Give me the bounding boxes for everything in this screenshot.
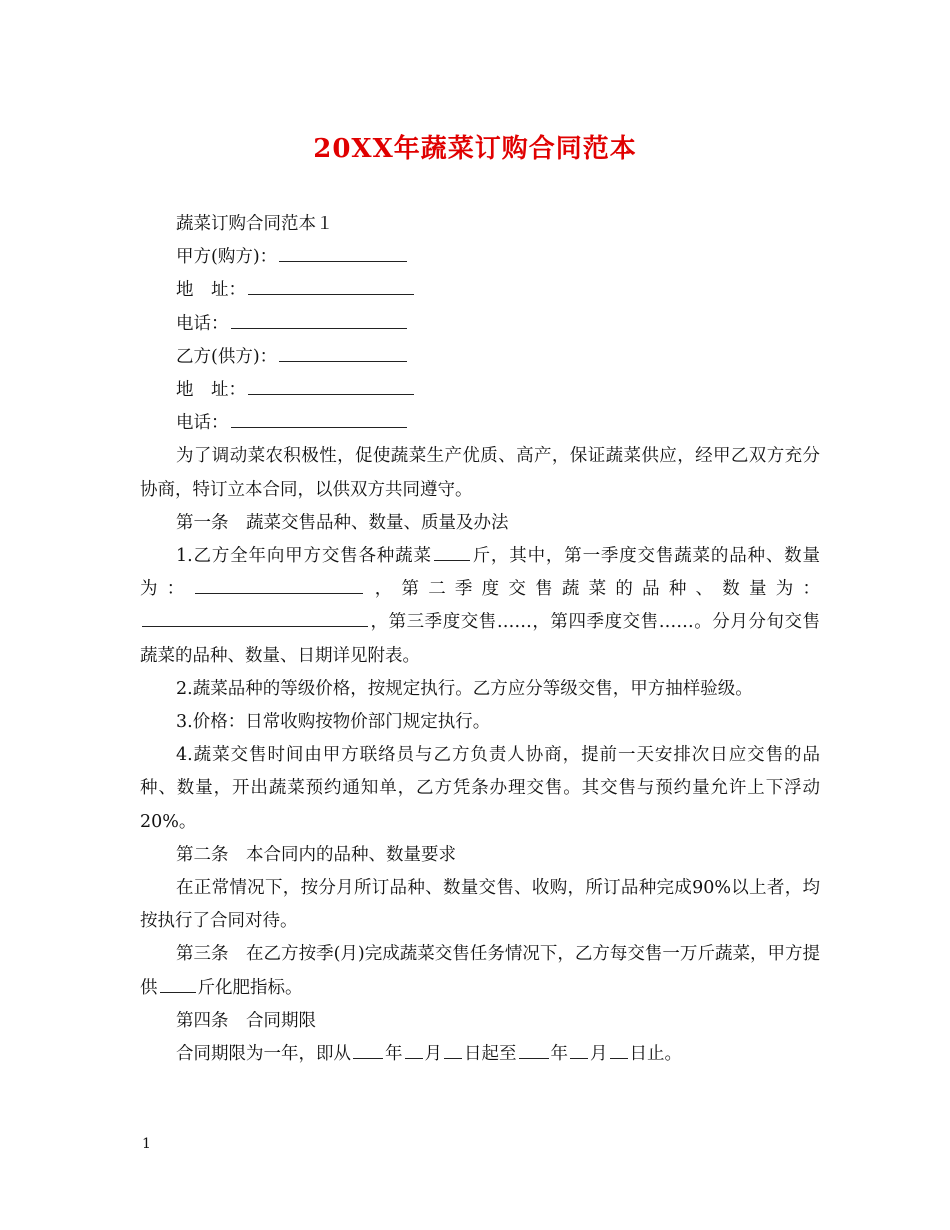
party-a-line [140, 241, 820, 274]
party-a-phone-label: 电话： [176, 313, 229, 334]
article-4-title: 第四条 合同期限 [176, 1010, 316, 1031]
item-1-part-b: 斤，其中，第一季度交售蔬菜的品种、数量为： [140, 546, 820, 600]
article-1-item-1 [140, 540, 820, 673]
start-month-blank [405, 1040, 423, 1059]
party-b-blank [279, 343, 407, 362]
party-a-blank [279, 243, 407, 262]
party-a-phone-line [140, 308, 820, 341]
article-4-year-1: 年 [385, 1044, 403, 1065]
end-month-blank [570, 1040, 588, 1059]
party-a-label: 甲方(购方)： [176, 247, 278, 268]
article-1-item-3: 3.价格：日常收购按物价部门规定执行。 [176, 712, 491, 733]
end-day-blank [610, 1040, 628, 1059]
start-day-blank [444, 1040, 462, 1059]
article-1-item-2: 2.蔬菜品种的等级价格，按规定执行。乙方应分等级交售，甲方抽样验级。 [176, 678, 753, 699]
article-3 [140, 938, 820, 1004]
party-a-address-label: 地 址： [176, 280, 246, 301]
article-4-year-2: 年 [550, 1044, 568, 1065]
party-b-address-label: 地 址： [176, 380, 246, 401]
end-year-blank [519, 1040, 549, 1059]
article-2-body: 在正常情况下，按分月所订品种、数量交售、收购，所订品种完成90%以上者，均按执行了合同对待。 [140, 878, 820, 932]
party-a-address-line [140, 274, 820, 307]
article-4-body [140, 1038, 820, 1071]
article-3-part-b: 斤化肥指标。 [197, 977, 303, 998]
item-1-part-c: ，第二季度交售蔬菜的品种、数量为： [365, 579, 821, 600]
party-b-line [140, 341, 820, 374]
q2-blank [142, 608, 368, 627]
article-4-day-2: 日止。 [629, 1044, 682, 1065]
party-a-address-blank [248, 276, 414, 295]
fertilizer-blank [160, 974, 196, 993]
document-body [140, 208, 820, 1071]
article-1-item-4: 4.蔬菜交售时间由甲方联络员与乙方负责人协商，提前一天安排次日应交售的品种、数量，开出蔬菜预约通知单，乙方凭条办理交售。其交售与预约量允许上下浮动20%。 [140, 745, 820, 832]
q1-blank [195, 575, 363, 594]
article-4-day-1: 日起至 [464, 1044, 517, 1065]
total-quantity-blank [434, 542, 470, 561]
article-1-title: 第一条 蔬菜交售品种、数量、质量及办法 [176, 512, 509, 533]
party-b-address-blank [248, 376, 414, 395]
article-2-title: 第二条 本合同内的品种、数量要求 [176, 844, 456, 865]
start-year-blank [353, 1040, 383, 1059]
document-title: 20XX年蔬菜订购合同范本 [313, 134, 637, 164]
intro-paragraph: 为了调动菜农积极性，促使蔬菜生产优质、高产，保证蔬菜供应，经甲乙双方充分协商，特订立本合同，以供双方共同遵守。 [140, 446, 820, 500]
doc-name: 蔬菜订购合同范本１ [176, 214, 334, 234]
article-4-month-1: 月 [424, 1044, 442, 1065]
page-number: 1 [142, 1136, 151, 1152]
doc-name-line [140, 208, 820, 241]
article-4-part-a: 合同期限为一年，即从 [176, 1044, 351, 1065]
party-b-label: 乙方(供方)： [176, 346, 278, 367]
party-a-phone-blank [231, 310, 407, 329]
party-b-phone-label: 电话： [176, 413, 229, 434]
article-4-month-2: 月 [590, 1044, 608, 1065]
party-b-address-line [140, 374, 820, 407]
item-1-part-a: 1.乙方全年向甲方交售各种蔬菜 [176, 546, 432, 567]
party-b-phone-line [140, 407, 820, 440]
party-b-phone-blank [231, 409, 407, 428]
item-1-part-d: ，第三季度交售……，第四季度交售……。分月分旬交售蔬菜的品种、数量、日期详见附表。 [140, 612, 820, 666]
article-3-part-a: 第三条 在乙方按季(月)完成蔬菜交售任务情况下，乙方每交售一万斤蔬菜，甲方提供 [140, 944, 820, 998]
